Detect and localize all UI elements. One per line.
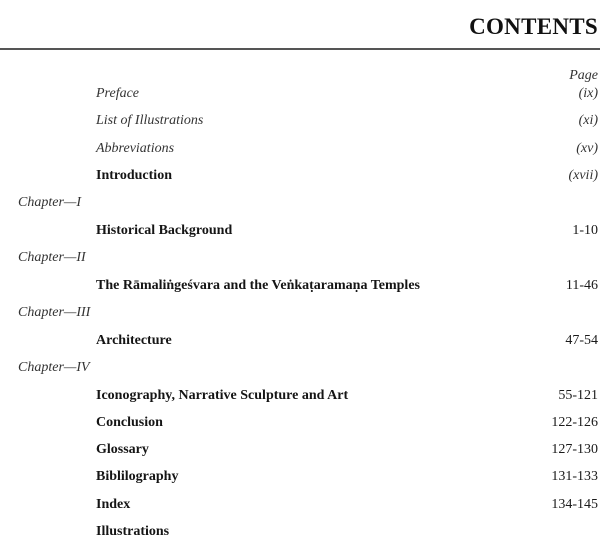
entry-title: Iconography, Narrative Sculpture and Art <box>96 388 349 403</box>
entry-page: 134-145 <box>551 497 598 512</box>
chapter-label: Chapter—III <box>18 305 91 320</box>
toc-entry-conclusion[interactable] <box>0 415 598 435</box>
toc-entry-glossary[interactable] <box>0 442 598 462</box>
chapter-label-row <box>0 195 598 215</box>
entry-title: The Rāmaliṅgeśvara and the Veṅkaṭaramaṇa Temples <box>96 278 420 293</box>
entry-page: 11-46 <box>565 278 598 293</box>
chapter-label-row <box>0 305 598 325</box>
contents-heading: CONTENTS <box>469 14 598 39</box>
entry-title: Abbreviations <box>96 141 175 156</box>
entry-title: Biblilography <box>96 469 179 484</box>
entry-page: 47-54 <box>565 333 598 348</box>
heading-rule <box>0 48 600 50</box>
entry-page: 55-121 <box>558 388 598 403</box>
entry-page: (xi) <box>578 113 598 128</box>
entry-page: 131-133 <box>551 469 598 484</box>
toc-entry-chapter-4[interactable] <box>0 388 598 408</box>
entry-page: (xv) <box>576 141 598 156</box>
page-column-label: Page <box>569 68 598 83</box>
toc-entry-abbreviations[interactable] <box>0 141 598 161</box>
entry-title: Conclusion <box>96 415 163 430</box>
entry-page: 122-126 <box>551 415 598 430</box>
entry-title: Architecture <box>96 333 172 348</box>
entry-title: Introduction <box>96 168 172 183</box>
chapter-label: Chapter—II <box>18 250 86 265</box>
chapter-label: Chapter—IV <box>18 360 90 375</box>
toc-entry-preface[interactable] <box>0 86 598 106</box>
chapter-label-row <box>0 360 598 380</box>
toc-entry-list-of-illustrations[interactable] <box>0 113 598 133</box>
entry-title: List of Illustrations <box>96 113 204 128</box>
entry-title: Illustrations <box>96 524 170 539</box>
entry-page: 1-10 <box>572 223 598 238</box>
page-column-header <box>0 68 598 88</box>
toc-entry-chapter-3[interactable] <box>0 333 598 353</box>
toc-entry-chapter-2[interactable] <box>0 278 598 298</box>
entry-page: 127-130 <box>551 442 598 457</box>
entry-title: Historical Background <box>96 223 233 238</box>
entry-page: (xvii) <box>568 168 598 183</box>
entry-title: Index <box>96 497 131 512</box>
entry-page: (ix) <box>578 86 598 101</box>
entry-title: Preface <box>96 86 140 101</box>
toc-entry-introduction[interactable] <box>0 168 598 188</box>
toc-entry-index[interactable] <box>0 497 598 517</box>
chapter-label: Chapter—I <box>18 195 81 210</box>
entry-title: Glossary <box>96 442 149 457</box>
toc-entry-bibliography[interactable] <box>0 469 598 489</box>
toc-entry-chapter-1[interactable] <box>0 223 598 243</box>
toc-entry-illustrations[interactable] <box>0 524 598 544</box>
chapter-label-row <box>0 250 598 270</box>
